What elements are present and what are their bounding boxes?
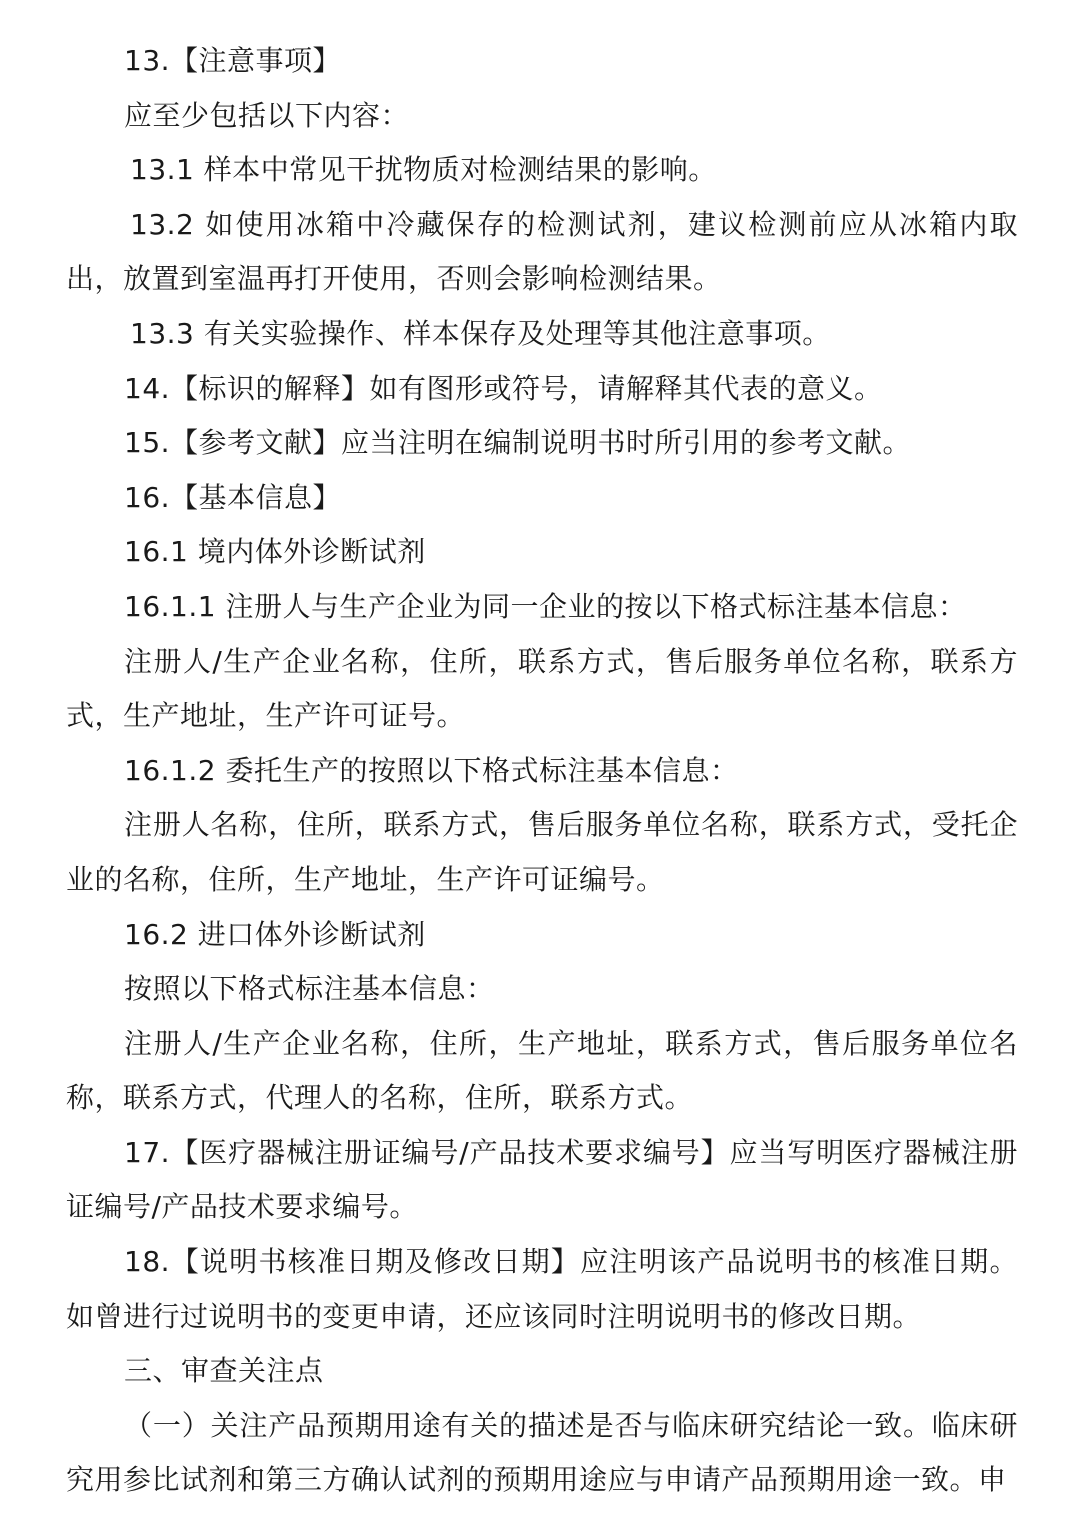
paragraph-16-1-2: 16.1.2 委托生产的按照以下格式标注基本信息：	[124, 753, 739, 787]
document-body	[66, 34, 1018, 1508]
paragraph-13-2: 13.2 如使用冰箱中冷藏保存的检测试剂，建议检测前应从冰箱内取出，放置到室温再打开使用，否则会影响检测结果。	[66, 207, 1018, 296]
paragraph-15: 15.【参考文献】应当注明在编制说明书时所引用的参考文献。	[124, 426, 912, 460]
paragraph-16-1-1: 16.1.1 注册人与生产企业为同一企业的按以下格式标注基本信息：	[124, 589, 967, 623]
paragraph-18: 18.【说明书核准日期及修改日期】应注明该产品说明书的核准日期。如曾进行过说明书的变更申请，还应该同时注明说明书的修改日期。	[66, 1245, 1018, 1333]
paragraph-16-2-intro: 按照以下格式标注基本信息：	[124, 972, 495, 1006]
paragraph-13-heading: 13.【注意事项】	[124, 44, 342, 77]
paragraph-14: 14.【标识的解释】如有图形或符号，请解释其代表的意义。	[124, 371, 883, 405]
section-3-heading: 三、审查关注点	[124, 1354, 324, 1388]
paragraph-13-intro: 应至少包括以下内容：	[124, 98, 410, 132]
section-3-item-1: （一）关注产品预期用途有关的描述是否与临床研究结论一致。临床研究用参比试剂和第三方确认试剂的预期用途应与申请产品预期用途一致。申	[66, 1408, 1018, 1497]
paragraph-16-2: 16.2 进口体外诊断试剂	[124, 917, 426, 951]
paragraph-13-1: 13.1 样本中常见干扰物质对检测结果的影响。	[130, 153, 717, 187]
paragraph-16-1: 16.1 境内体外诊断试剂	[124, 535, 426, 569]
paragraph-16-1-1-format: 注册人/生产企业名称，住所，联系方式，售后服务单位名称，联系方式，生产地址，生产许可证号。	[66, 644, 1018, 733]
paragraph-16-1-2-format: 注册人名称，住所，联系方式，售后服务单位名称，联系方式，受托企业的名称，住所，生产地址，生产许可证编号。	[66, 808, 1018, 896]
paragraph-17: 17.【医疗器械注册证编号/产品技术要求编号】应当写明医疗器械注册证编号/产品技术要求编号。	[66, 1135, 1018, 1224]
paragraph-13-3: 13.3 有关实验操作、样本保存及处理等其他注意事项。	[130, 316, 831, 350]
paragraph-16-heading: 16.【基本信息】	[124, 480, 342, 514]
paragraph-16-2-format: 注册人/生产企业名称，住所，生产地址，联系方式，售后服务单位名称，联系方式，代理人的名称，住所，联系方式。	[66, 1026, 1018, 1115]
